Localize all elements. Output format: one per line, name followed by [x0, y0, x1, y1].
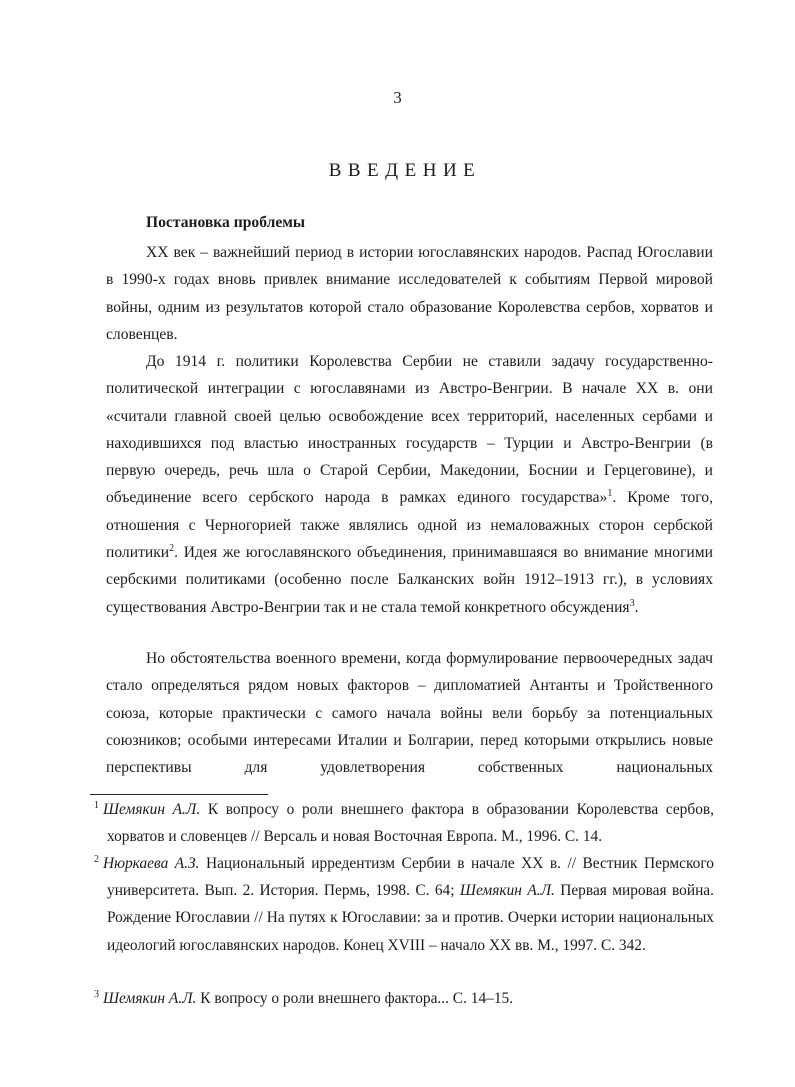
footnote-text: К вопросу о роли внешнего фактора в образовании Королевства сербов, хорватов и словенцев // Версаль и новая Восточная Европа. М., 1996. С. 14. — [107, 801, 715, 846]
footnote-1 — [90, 796, 714, 850]
section-heading: Постановка проблемы — [146, 214, 306, 231]
paragraph-2-part-a: До 1914 г. политики Королевства Сербии не ставили задачу государственно-политической интеграции с югославянами из Австро-Венгрии. В начале ХХ в. они «считали главной своей целью освобождение всех территорий, населенных сербами и находившихся под властью иностранных государств – Турции и Австро-Венгрии (в первую очередь, речь шла о Старой Сербии, Македонии, Боснии и Герцеговине), и объединение всего сербского народа в рамках единого государства» — [106, 353, 713, 507]
footnote-separator — [90, 794, 268, 795]
paragraph-1-block — [106, 239, 713, 348]
footnote-author: Шемякин А.Л. — [103, 990, 197, 1007]
footnote-ref-3[interactable]: 3 — [629, 597, 635, 609]
paragraph-2-part-b: . Кроме того, отношения с Черногорией также являлись одной из немаловажных сторон сербской политики — [106, 489, 713, 562]
paragraph-2 — [106, 348, 713, 621]
paragraph-3-block — [106, 645, 713, 781]
footnote-text-2: Первая мировая война. Рождение Югославии // На путях к Югославии: за и против. Очерки истории национальных идеологий югославянских народов. Конец XVIII – начало ХХ вв. М., 1997. С. 342. — [107, 882, 714, 954]
footnote-author: Нюркаева А.З. — [103, 855, 200, 872]
footnote-ref-1[interactable]: 1 — [607, 488, 613, 500]
footnote-3 — [90, 985, 714, 1012]
footnote-text: К вопросу о роли внешнего фактора... С. 14–15. — [196, 990, 514, 1007]
footnote-mark: 2 — [94, 854, 99, 865]
footnote-2 — [90, 850, 714, 959]
paragraph-3: Но обстоятельства военного времени, когда формулирование первоочередных задач стало определяться рядом новых факторов – дипломатией Антанты и Тройственного союза, которые практически с самого начала войны вели борьбу за потенциальных союзников; особыми интересами Италии и Болгарии, перед которыми открылись новые перспективы для удовлетворения собственных национальных — [106, 650, 713, 777]
footnote-text: Национальный ирредентизм Сербии в начале ХХ в. // Вестник Пермского университета. Вып. 2. История. Пермь, 1998. С. 64; — [107, 855, 714, 900]
footnote-mark: 1 — [94, 800, 99, 811]
footnote-author-2: Шемякин А.Л. — [459, 882, 555, 900]
footnote-mark: 3 — [94, 989, 99, 1000]
footnote-author: Шемякин А.Л. — [103, 801, 201, 818]
paragraph-1: ХХ век – важнейший период в истории югославянских народов. Распад Югославии в 1990-х годах вновь привлек внимание исследователей к событиям Первой мировой войны, одним из результатов которой стало образование Королевства сербов, хорватов и словенцев. — [106, 244, 713, 343]
paragraph-2-part-d: . — [634, 598, 639, 616]
page-number: 3 — [393, 88, 402, 107]
footnote-ref-2[interactable]: 2 — [169, 543, 175, 555]
chapter-title: ВВЕДЕНИЕ — [328, 160, 482, 181]
paragraph-2-part-c: . Идея же югославянского объединения, принимавшаяся во внимание многими сербскими политиками (особенно после Балканских войн 1912–1913 гг.), в условиях существования Австро-Венгрии так и не стала темой конкретного обсуждения — [106, 544, 713, 616]
paragraph-2-block — [106, 348, 713, 621]
